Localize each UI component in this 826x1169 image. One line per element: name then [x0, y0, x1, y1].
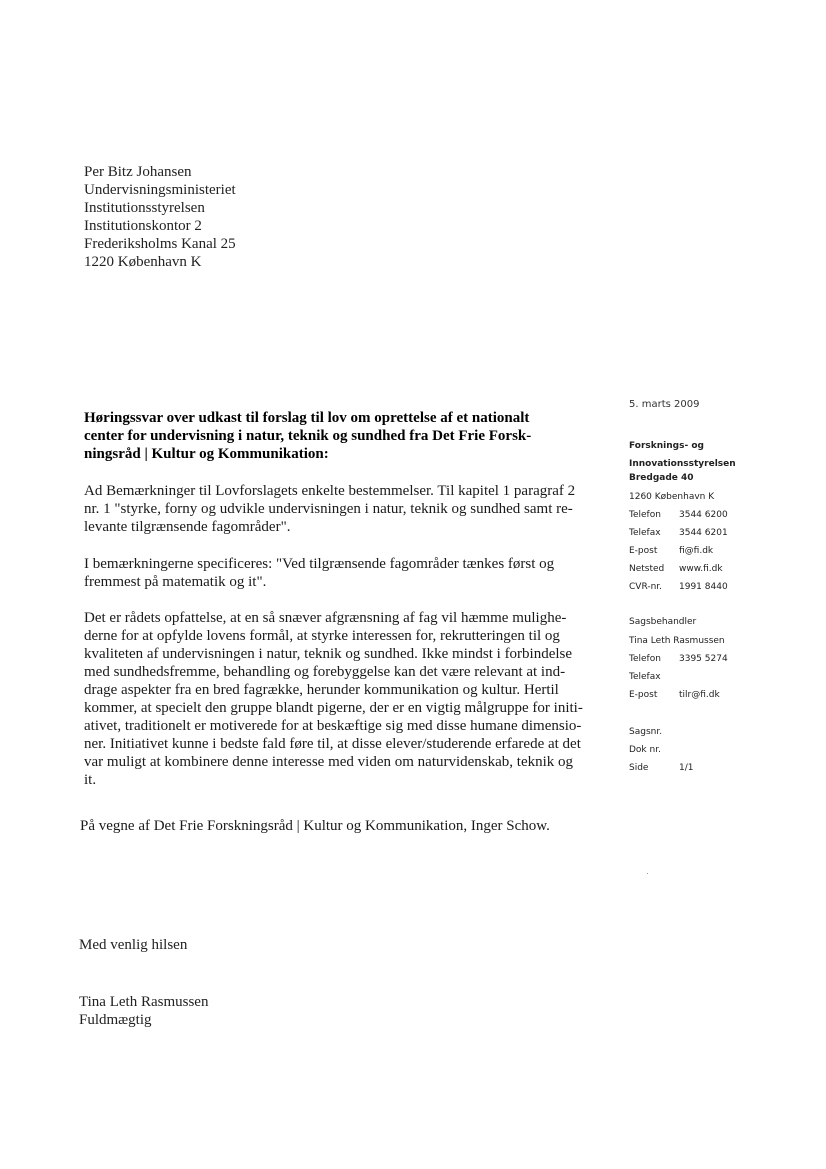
body-paragraph-1: Ad Bemærkninger til Lovforslagets enkelte bestemmelser. Til kapitel 1 paragraf 2 nr. 1 "styrke, forny og udvikle undervisningen i natur, teknik og sundhed samt re- levante tilgrænsende fagområder".	[84, 483, 576, 535]
recipient-city: 1220 København K	[84, 254, 202, 270]
contact-row-email	[629, 546, 713, 556]
body-paragraph-2: I bemærkningerne specificeres: "Ved tilgrænsende fagområder tænkes først og fremmest på matematik og it".	[84, 556, 555, 590]
case-row-number	[629, 727, 679, 737]
case-value: 1/1	[679, 763, 694, 773]
org-city: 1260 København K	[629, 492, 715, 502]
scan-speck	[647, 873, 648, 874]
case-label: Sagsnr.	[629, 727, 663, 737]
handler-row-phone	[629, 654, 728, 664]
letter-date: 5. marts 2009	[629, 399, 700, 410]
signature-block	[79, 993, 208, 1029]
contact-row-fax	[629, 528, 728, 538]
case-row-page	[629, 763, 693, 773]
signer-title: Fuldmægtig	[79, 1012, 152, 1028]
org-name-line-1: Forsknings- og	[629, 441, 704, 451]
recipient-agency: Institutionsstyrelsen	[84, 200, 205, 216]
contact-label: Telefax	[629, 528, 661, 538]
case-label: Side	[629, 763, 649, 773]
contact-value: 1991 8440	[679, 582, 728, 592]
recipient-office: Institutionskontor 2	[84, 218, 202, 234]
body-paragraph-4: På vegne af Det Frie Forskningsråd | Kultur og Kommunikation, Inger Schow.	[80, 818, 550, 834]
contact-label: E-post	[629, 546, 658, 556]
recipient-ministry: Undervisningsministeriet	[84, 182, 236, 198]
contact-value[interactable]: fi@fi.dk	[679, 546, 714, 556]
handler-row-fax	[629, 672, 679, 682]
contact-label: Telefon	[629, 654, 661, 664]
case-row-document	[629, 745, 679, 755]
handler-row-email	[629, 690, 720, 700]
contact-value[interactable]: www.fi.dk	[679, 564, 723, 574]
org-street: Bredgade 40	[629, 473, 694, 483]
case-label: Dok nr.	[629, 745, 661, 755]
contact-value: 3395 5274	[679, 654, 728, 664]
contact-value: 3544 6200	[679, 510, 728, 520]
letter-subject: Høringssvar over udkast til forslag til lov om oprettelse af et nationalt center for undervisning i natur, teknik og sundhed fra Det Frie Forsk- ningsråd | Kultur og Kommunikation:	[84, 410, 532, 462]
body-paragraph-3: Det er rådets opfattelse, at en så snæver afgrænsning af fag vil hæmme mulighe- derne for at opfylde lovens formål, at styrke interessen for, rekrutteringen til og kvaliteten af undervisningen i natur, teknik og sundhed. Ikke mindst i forbindelse med sundhedsfremme, behandling og forebyggelse kan det være relevant at ind- drage aspekter fra en bred fagrække, herunder kommunikation og kultur. Hertil kommer, at specielt den gruppe blandt pigerne, der er en vigtig målgruppe for initi- ativet, traditionelt er motiverede for at beskæftige sig med disse humane dimensio- ner. Initiativet kunne i bedste fald føre til, at disse elever/studerende erfarede at det var muligt at kombinere denne interesse med viden om naturvidenskab, teknik og it.	[84, 610, 583, 788]
signer-name: Tina Leth Rasmussen	[79, 994, 209, 1010]
sender-organization	[629, 437, 736, 473]
contact-label: Netsted	[629, 564, 665, 574]
contact-value[interactable]: tilr@fi.dk	[679, 690, 720, 700]
case-handler-name: Tina Leth Rasmussen	[629, 636, 725, 646]
recipient-name: Per Bitz Johansen	[84, 164, 192, 180]
contact-row-website	[629, 564, 723, 574]
contact-label: CVR-nr.	[629, 582, 663, 592]
contact-row-cvr	[629, 582, 728, 592]
case-handler-heading: Sagsbehandler	[629, 617, 697, 627]
contact-row-phone	[629, 510, 728, 520]
recipient-address	[84, 163, 236, 271]
contact-label: Telefax	[629, 672, 661, 682]
contact-label: E-post	[629, 690, 658, 700]
closing-phrase: Med venlig hilsen	[79, 937, 188, 953]
org-name-line-2: Innovationsstyrelsen	[629, 459, 736, 469]
contact-value: 3544 6201	[679, 528, 728, 538]
recipient-street: Frederiksholms Kanal 25	[84, 236, 236, 252]
contact-label: Telefon	[629, 510, 661, 520]
